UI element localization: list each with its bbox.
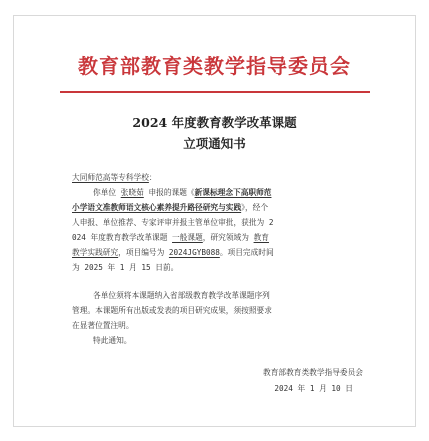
text-segment: 024 年度教育教学改革课题 xyxy=(72,233,168,242)
organization-header: 教育部教育类教学指导委员会 xyxy=(78,54,351,78)
project-title-part2: 小学语文准教师语文核心素养提升路径研究与实践 xyxy=(72,203,242,212)
text-segment: ，项目编号为 xyxy=(118,248,165,257)
paragraph1-line5 xyxy=(72,245,362,260)
text-segment: 申报的课题《 xyxy=(148,188,195,197)
closing-line: 特此通知。 xyxy=(93,336,132,345)
paragraph1-line2 xyxy=(72,200,362,215)
applicant-name: 张晓茹 xyxy=(120,188,144,197)
text-segment: 》，经个 xyxy=(241,203,269,212)
project-number: 2024JGYB088 xyxy=(168,248,220,257)
signature-organization: 教育部教育类教学指导委员会 xyxy=(263,368,363,377)
project-title-part1: 新课标理念下高职师范 xyxy=(194,188,272,197)
research-field-part2: 教学实践研究 xyxy=(72,248,119,257)
paragraph1-line1 xyxy=(72,185,383,200)
paragraph2-line2: 管理。本课题所有出版或发表的项目研究成果，须按照要求 xyxy=(72,306,272,315)
document-title-line2: 立项通知书 xyxy=(183,136,246,151)
red-divider xyxy=(60,91,370,93)
paragraph2-line1: 各单位须将本课题纳入省部级教育教学改革课题序列 xyxy=(93,291,270,300)
paragraph1-line6: 为 2025 年 1 月 15 日前。 xyxy=(72,263,179,272)
addressee-line xyxy=(72,170,362,185)
research-field-part1: 教育 xyxy=(253,233,269,242)
text-segment: ，研究领域为 xyxy=(202,233,249,242)
signature-date: 2024 年 1 月 10 日 xyxy=(274,384,353,393)
addressee-suffix: ： xyxy=(148,173,157,182)
project-type: 一般课题 xyxy=(172,233,203,242)
document-title-line1: 2024 年度教育教学改革课题 xyxy=(132,115,297,130)
text-segment: 你单位 xyxy=(93,188,117,197)
paragraph1-line3: 人申报、单位推荐、专家评审并报主管单位审批，获批为 2 xyxy=(72,218,274,227)
paragraph1-line4 xyxy=(72,230,362,245)
addressee: 大同师范高等专科学校 xyxy=(72,173,149,182)
paragraph2-line3: 在显著位置注明。 xyxy=(72,321,134,330)
text-segment: 。项目完成时间 xyxy=(219,248,274,257)
